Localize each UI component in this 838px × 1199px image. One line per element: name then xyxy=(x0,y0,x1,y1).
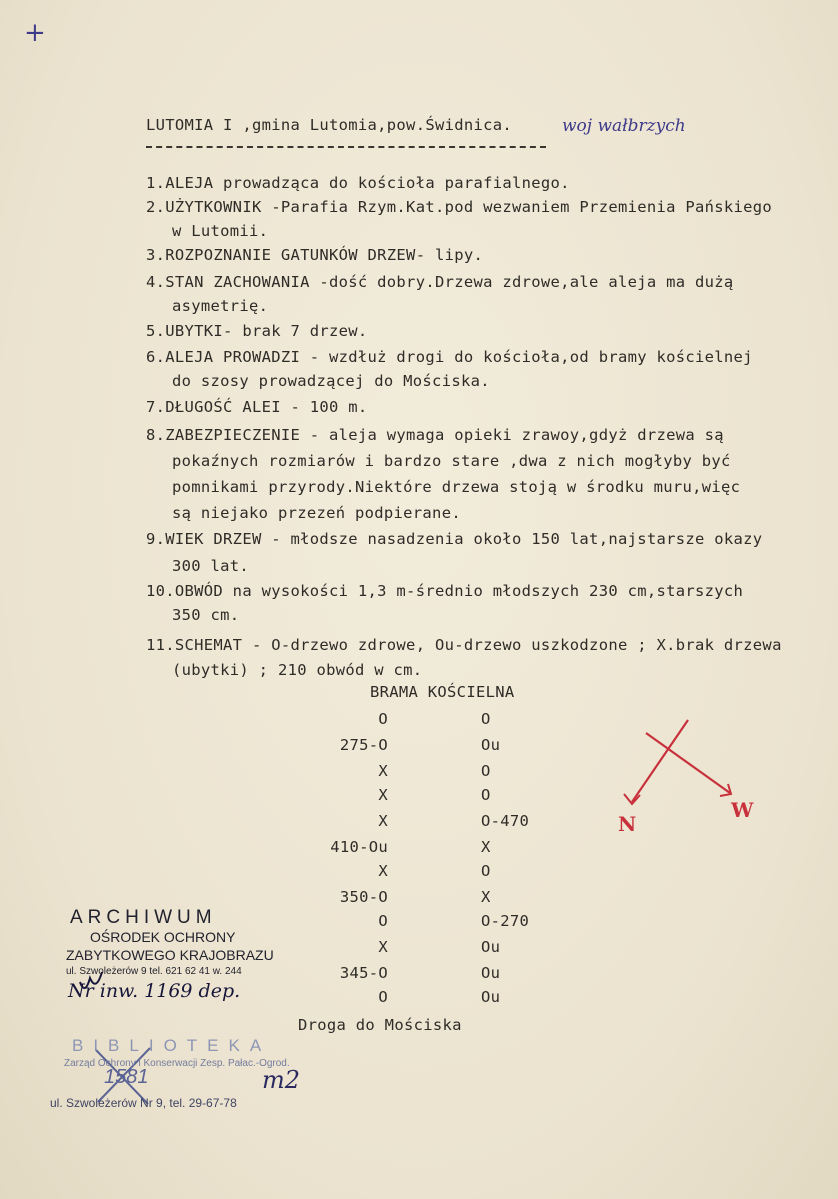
scheme-bottom-label: Droga do Mościska xyxy=(298,1016,462,1034)
scheme-left-tree: X xyxy=(378,786,388,804)
scheme-left-tree: 410-Ou xyxy=(330,838,388,856)
item-3-line: 3.ROZPOZNANIE GATUNKÓW DRZEW- lipy. xyxy=(146,246,484,264)
handwritten-region-note: woj wałbrzych xyxy=(562,116,686,136)
item-2-line: 2.UŻYTKOWNIK -Parafia Rzym.Kat.pod wezwaniem Przemienia Pańskiego xyxy=(146,198,773,216)
scheme-right-tree: O-470 xyxy=(481,812,530,830)
item-11-continuation: (ubytki) ; 210 obwód w cm. xyxy=(172,661,423,679)
item-9-continuation: 300 lat. xyxy=(172,557,250,575)
scheme-right-tree: O xyxy=(481,710,491,728)
scheme-left-tree: 345-O xyxy=(339,964,388,982)
scheme-left-tree: 275-O xyxy=(339,736,388,754)
scheme-right-tree: O xyxy=(481,762,491,780)
scheme-left-tree: X xyxy=(378,862,388,880)
scheme-left-tree: O xyxy=(378,988,388,1006)
faint-stamp-number: 1581 xyxy=(104,1066,149,1088)
item-4-continuation: asymetrię. xyxy=(172,297,269,315)
scheme-left-tree: X xyxy=(378,938,388,956)
item-10-line: 10.OBWÓD na wysokości 1,3 m-średnio młodszych 230 cm,starszych xyxy=(146,582,744,600)
item-8-line: 8.ZABEZPIECZENIE - aleja wymaga opieki zrawoy,gdyż drzewa są xyxy=(146,426,724,444)
scheme-right-tree: O-270 xyxy=(481,912,530,930)
corner-mark: + xyxy=(24,18,46,48)
item-11-line: 11.SCHEMAT - O-drzewo zdrowe, Ou-drzewo uszkodzone ; X.brak drzewa xyxy=(146,636,782,654)
archive-stamp-title: ARCHIWUM xyxy=(70,907,217,928)
item-10-continuation: 350 cm. xyxy=(172,606,240,624)
scheme-left-tree: X xyxy=(378,762,388,780)
inventory-note: Nr inw. 1169 dep. xyxy=(68,980,241,1002)
item-8-continuation: są niejako przezeń podpierane. xyxy=(172,504,461,522)
scheme-right-tree: Ou xyxy=(481,938,501,956)
item-5-line: 5.UBYTKI- brak 7 drzew. xyxy=(146,322,368,340)
item-8-continuation: pokaźnych rozmiarów i bardzo stare ,dwa z nich mogłyby być xyxy=(172,452,731,470)
archive-stamp-address: ul. Szwoleżerów 9 tel. 621 62 41 w. 244 xyxy=(66,966,242,977)
faint-stamp-title: BIBLIOTEKA xyxy=(72,1036,272,1055)
scheme-right-tree: O xyxy=(481,786,491,804)
item-7-line: 7.DŁUGOŚĆ ALEI - 100 m. xyxy=(146,398,368,416)
scheme-right-tree: X xyxy=(481,888,491,906)
scheme-right-tree: X xyxy=(481,838,491,856)
compass-label-left: N xyxy=(618,812,637,836)
item-2-continuation: w Lutomii. xyxy=(172,222,269,240)
item-4-line: 4.STAN ZACHOWANIA -dość dobry.Drzewa zdrowe,ale aleja ma dużą xyxy=(146,273,734,291)
item-6-line: 6.ALEJA PROWADZI - wzdłuż drogi do kościoła,od bramy kościelnej xyxy=(146,348,753,366)
item-9-line: 9.WIEK DRZEW - młodsze nasadzenia około 150 lat,najstarsze okazy xyxy=(146,530,763,548)
scheme-left-tree: 350-O xyxy=(339,888,388,906)
scheme-left-tree: X xyxy=(378,812,388,830)
item-6-continuation: do szosy prowadzącej do Mościska. xyxy=(172,372,490,390)
compass-stroke-left xyxy=(632,720,688,802)
faint-stamp-line2: Zarząd Ochrony i Konserwacji Zesp. Pałac.-Ogrod. xyxy=(64,1058,290,1069)
compass-label-right: W xyxy=(731,798,754,822)
scheme-left-tree: O xyxy=(378,710,388,728)
scheme-right-tree: Ou xyxy=(481,964,501,982)
faint-stamp-address: ul. Szwoleżerów Nr 9, tel. 29-67-78 xyxy=(50,1096,237,1110)
document-title: LUTOMIA I ,gmina Lutomia,pow.Świdnica. xyxy=(146,116,513,134)
item-1-line: 1.ALEJA prowadząca do kościoła parafialnego. xyxy=(146,174,570,192)
item-8-continuation: pomnikami przyrody.Niektóre drzewa stoją w środku muru,więc xyxy=(172,478,741,496)
archive-stamp-line3: ZABYTKOWEGO KRAJOBRAZU xyxy=(66,947,274,963)
scheme-left-tree: O xyxy=(378,912,388,930)
faint-stamp-initials: m2 xyxy=(262,1066,301,1094)
scheme-right-tree: Ou xyxy=(481,736,501,754)
scheme-top-label: BRAMA KOŚCIELNA xyxy=(370,683,515,701)
scheme-right-tree: O xyxy=(481,862,491,880)
archive-stamp-line2: OŚRODEK OCHRONY xyxy=(90,929,236,945)
scheme-right-tree: Ou xyxy=(481,988,501,1006)
